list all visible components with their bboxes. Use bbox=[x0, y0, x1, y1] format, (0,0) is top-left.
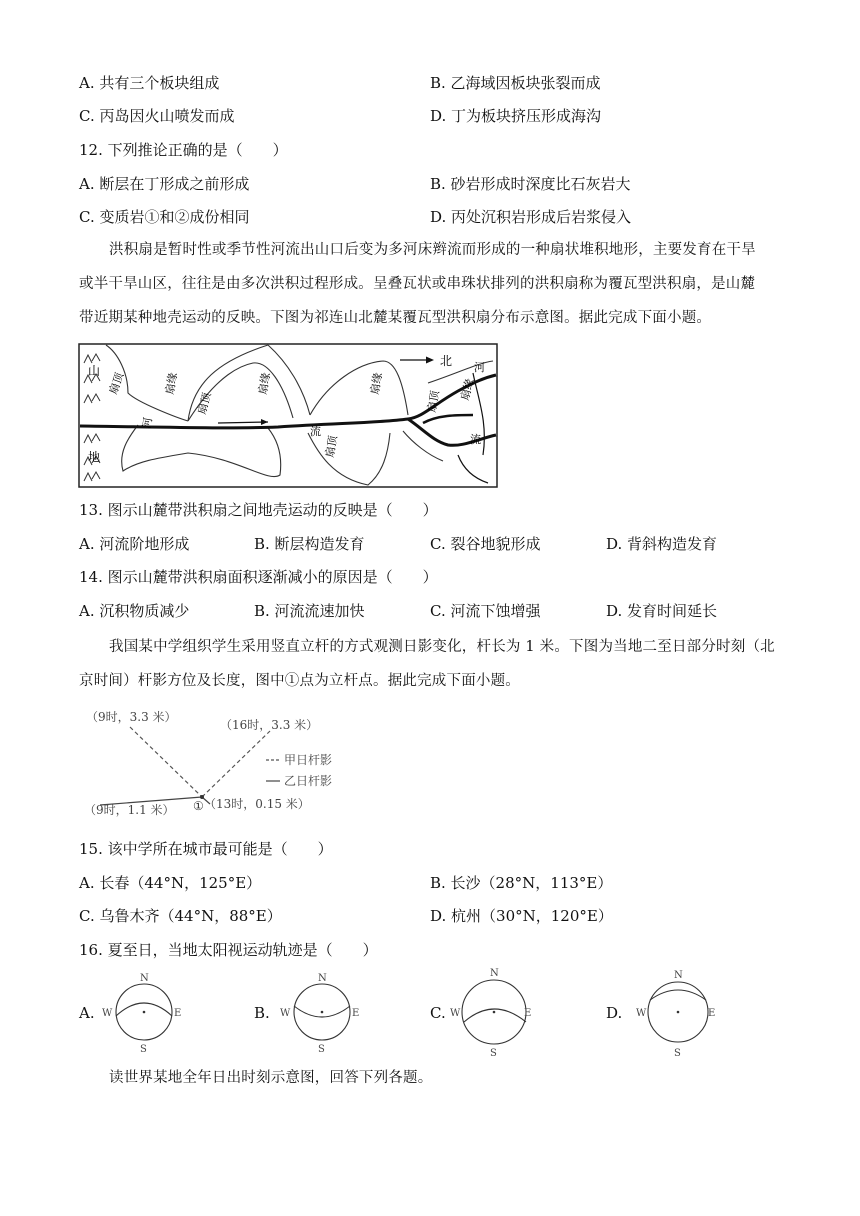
river-label-1: 河 bbox=[140, 416, 155, 430]
q16-stem: 16. 夏至日，当地太阳视运动轨迹是（ ） bbox=[79, 941, 378, 959]
svg-text:N: N bbox=[318, 973, 327, 984]
river-label-2: 流 bbox=[310, 425, 321, 438]
passage1-line2: 或半干旱山区，往往是由多次洪积过程形成。呈叠瓦状或串珠状排列的洪积扇称为覆瓦型洪积扇，是山麓 bbox=[79, 276, 756, 292]
svg-text:S: S bbox=[140, 1044, 147, 1055]
passage2-line1: 我国某中学组织学生采用竖直立杆的方式观测日影变化，杆长为 1 米。下图为当地二至日部分时刻（北 bbox=[109, 639, 775, 655]
q14-option-b: B. 河流流速加快 bbox=[254, 602, 365, 620]
q12-stem: 12. 下列推论正确的是（ ） bbox=[79, 141, 288, 159]
q16-option-b-diagram bbox=[272, 970, 360, 1055]
svg-text:E: E bbox=[174, 1008, 182, 1019]
fan-top-label-1: 扇顶 bbox=[106, 370, 127, 397]
q14-option-d: D. 发育时间延长 bbox=[606, 602, 718, 620]
q16-option-a-diagram bbox=[96, 970, 182, 1055]
q15-option-d: D. 杭州（30°N，120°E） bbox=[430, 907, 613, 925]
q11-option-a: A. 共有三个板块组成 bbox=[79, 74, 220, 92]
fan-edge-label-2: 扇缘 bbox=[256, 371, 273, 396]
svg-text:W: W bbox=[636, 1008, 647, 1019]
svg-text:W: W bbox=[102, 1008, 113, 1019]
fan-edge-label-3: 扇缘 bbox=[368, 371, 385, 396]
svg-text:N: N bbox=[674, 970, 683, 981]
q16-option-c-label: C. bbox=[430, 1004, 446, 1022]
q12-option-b: B. 砂岩形成时深度比石灰岩大 bbox=[430, 175, 631, 193]
q13-option-a: A. 河流阶地形成 bbox=[79, 535, 190, 553]
q12-option-d: D. 丙处沉积岩形成后岩浆侵入 bbox=[430, 208, 632, 226]
q16-option-d-diagram bbox=[626, 966, 716, 1058]
fan-edge-label-1: 扇缘 bbox=[163, 371, 180, 396]
fan-top-label-4: 扇顶 bbox=[425, 389, 442, 414]
q11-option-d: D. 丁为板块挤压形成海沟 bbox=[430, 107, 602, 125]
label-13h-0-15m: （13时，0.15 米） bbox=[204, 797, 310, 811]
q16-option-a-label: A. bbox=[79, 1004, 95, 1022]
svg-text:S: S bbox=[490, 1048, 497, 1059]
label-9h-1-1m: （9时，1.1 米） bbox=[84, 803, 175, 817]
svg-text:W: W bbox=[450, 1008, 461, 1019]
q14-option-c: C. 河流下蚀增强 bbox=[430, 602, 541, 620]
q15-stem: 15. 该中学所在城市最可能是（ ） bbox=[79, 840, 333, 858]
q15-option-c: C. 乌鲁木齐（44°N，88°E） bbox=[79, 907, 282, 925]
fan-top-label-3: 扇顶 bbox=[323, 434, 340, 459]
fan-edge-label-4: 扇缘 bbox=[458, 377, 477, 402]
q11-option-b: B. 乙海域因板块张裂而成 bbox=[430, 74, 601, 92]
north-label: 北 bbox=[440, 354, 453, 368]
pole-point-label: ① bbox=[193, 799, 204, 813]
label-16h-3-3m: （16时，3.3 米） bbox=[220, 718, 319, 732]
pole-shadow-diagram bbox=[82, 705, 362, 820]
q14-stem: 14. 图示山麓带洪积扇面积逐渐减小的原因是（ ） bbox=[79, 568, 438, 586]
q16-option-b-label: B. bbox=[254, 1004, 270, 1022]
svg-text:N: N bbox=[140, 973, 149, 984]
legend-yi-label: 乙日杆影 bbox=[284, 774, 333, 788]
q14-option-a: A. 沉积物质减少 bbox=[79, 602, 190, 620]
svg-text:N: N bbox=[490, 968, 499, 979]
shadow-16h-jia bbox=[202, 731, 270, 797]
q12-option-a: A. 断层在丁形成之前形成 bbox=[79, 175, 250, 193]
q13-option-c: C. 裂谷地貌形成 bbox=[430, 535, 541, 553]
q13-option-b: B. 断层构造发育 bbox=[254, 535, 365, 553]
passage3-line1: 读世界某地全年日出时刻示意图，回答下列各题。 bbox=[109, 1070, 433, 1086]
q11-option-c: C. 丙岛因火山喷发而成 bbox=[79, 107, 235, 125]
q16-option-c-diagram bbox=[446, 966, 530, 1058]
river-label-4: 流 bbox=[470, 433, 481, 446]
legend-jia-label: 甲日杆影 bbox=[284, 753, 333, 767]
svg-text:E: E bbox=[524, 1008, 532, 1019]
river-label-3: 河 bbox=[474, 361, 485, 374]
q15-option-a: A. 长春（44°N，125°E） bbox=[79, 874, 262, 892]
passage1-line1: 洪积扇是暂时性或季节性河流出山口后变为多河床辫流而形成的一种扇状堆积地形，主要发育在干旱 bbox=[109, 242, 756, 258]
svg-text:E: E bbox=[708, 1008, 716, 1019]
q15-option-b: B. 长沙（28°N，113°E） bbox=[430, 874, 613, 892]
shadow-9h-jia bbox=[130, 727, 202, 797]
q13-stem: 13. 图示山麓带洪积扇之间地壳运动的反映是（ ） bbox=[79, 501, 438, 519]
q13-option-d: D. 背斜构造发育 bbox=[606, 535, 718, 553]
q12-option-c: C. 变质岩①和②成份相同 bbox=[79, 208, 250, 226]
svg-text:S: S bbox=[674, 1048, 681, 1059]
mountain-label-2: 地 bbox=[88, 450, 101, 464]
passage2-line2: 京时间）杆影方位及长度，图中①点为立杆点。据此完成下面小题。 bbox=[79, 673, 520, 689]
q16-option-d-label: D. bbox=[606, 1004, 623, 1022]
alluvial-fan-map bbox=[78, 343, 498, 488]
mountain-label-1: 山 bbox=[88, 364, 101, 378]
svg-text:S: S bbox=[318, 1044, 325, 1055]
passage1-line3: 带近期某种地壳运动的反映。下图为祁连山北麓某覆瓦型洪积扇分布示意图。据此完成下面小题。 bbox=[79, 310, 712, 326]
svg-text:E: E bbox=[352, 1008, 360, 1019]
label-9h-3-3m: （9时，3.3 米） bbox=[86, 710, 177, 724]
svg-text:W: W bbox=[280, 1008, 291, 1019]
fan-top-label-2: 扇顶 bbox=[195, 391, 214, 416]
